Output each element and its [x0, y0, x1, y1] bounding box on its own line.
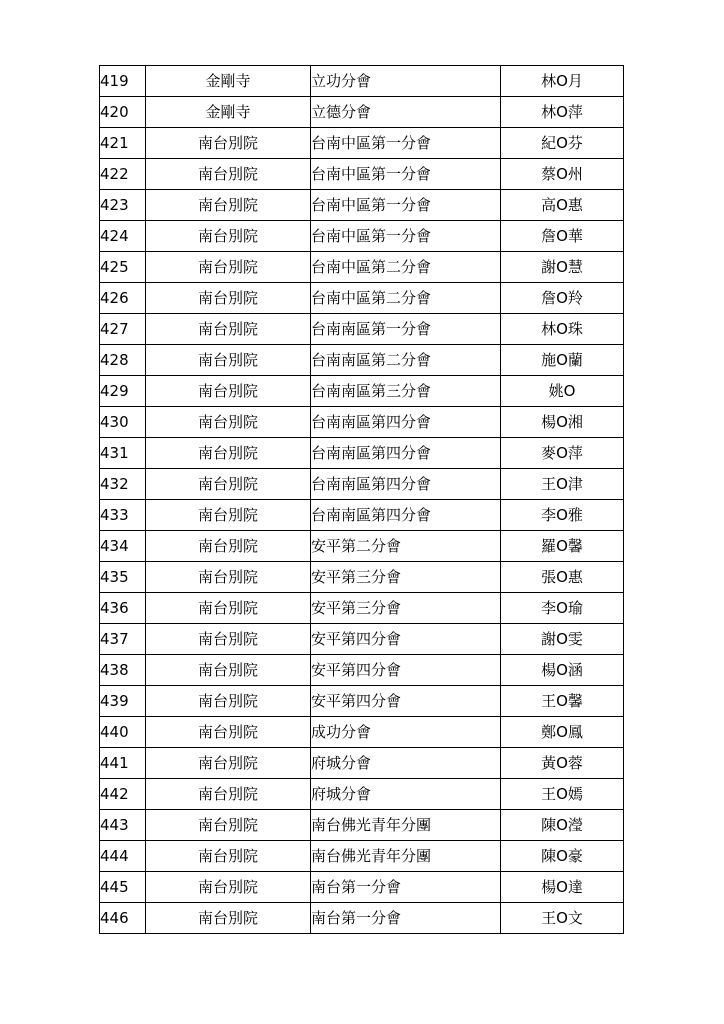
temple-cell: 金剛寺	[146, 97, 311, 128]
row-number-cell: 434	[100, 531, 146, 562]
member-name-cell: 詹O華	[501, 221, 624, 252]
branch-cell: 安平第四分會	[311, 624, 501, 655]
table-row	[100, 624, 624, 655]
table-row	[100, 686, 624, 717]
temple-cell: 南台別院	[146, 252, 311, 283]
table-row	[100, 407, 624, 438]
table-row	[100, 562, 624, 593]
member-name-cell: 黃O蓉	[501, 748, 624, 779]
row-number-cell: 441	[100, 748, 146, 779]
branch-cell: 台南南區第四分會	[311, 500, 501, 531]
member-name-cell: 楊O達	[501, 872, 624, 903]
temple-cell: 南台別院	[146, 500, 311, 531]
member-name-cell: 高O惠	[501, 190, 624, 221]
table-row	[100, 903, 624, 934]
temple-cell: 金剛寺	[146, 66, 311, 97]
temple-cell: 南台別院	[146, 469, 311, 500]
member-name-cell: 紀O芬	[501, 128, 624, 159]
row-number-cell: 424	[100, 221, 146, 252]
temple-cell: 南台別院	[146, 717, 311, 748]
row-number-cell: 435	[100, 562, 146, 593]
table-row	[100, 159, 624, 190]
table-row	[100, 810, 624, 841]
member-name-cell: 張O惠	[501, 562, 624, 593]
temple-cell: 南台別院	[146, 283, 311, 314]
temple-cell: 南台別院	[146, 841, 311, 872]
member-name-cell: 詹O羚	[501, 283, 624, 314]
branch-cell: 台南中區第二分會	[311, 283, 501, 314]
temple-cell: 南台別院	[146, 779, 311, 810]
row-number-cell: 444	[100, 841, 146, 872]
member-name-cell: 陳O豪	[501, 841, 624, 872]
branch-cell: 府城分會	[311, 779, 501, 810]
branch-cell: 立功分會	[311, 66, 501, 97]
member-name-cell: 楊O湘	[501, 407, 624, 438]
branch-cell: 台南中區第一分會	[311, 221, 501, 252]
table-row	[100, 66, 624, 97]
temple-cell: 南台別院	[146, 159, 311, 190]
row-number-cell: 423	[100, 190, 146, 221]
branch-cell: 台南南區第三分會	[311, 376, 501, 407]
roster-table	[99, 65, 624, 934]
branch-cell: 台南中區第一分會	[311, 190, 501, 221]
table-row	[100, 190, 624, 221]
temple-cell: 南台別院	[146, 655, 311, 686]
branch-cell: 南台佛光青年分團	[311, 841, 501, 872]
temple-cell: 南台別院	[146, 221, 311, 252]
table-row	[100, 252, 624, 283]
temple-cell: 南台別院	[146, 748, 311, 779]
table-row	[100, 500, 624, 531]
row-number-cell: 436	[100, 593, 146, 624]
row-number-cell: 433	[100, 500, 146, 531]
branch-cell: 台南中區第一分會	[311, 128, 501, 159]
member-name-cell: 王O馨	[501, 686, 624, 717]
member-name-cell: 鄭O鳳	[501, 717, 624, 748]
member-name-cell: 林O珠	[501, 314, 624, 345]
table-row	[100, 97, 624, 128]
table-row	[100, 841, 624, 872]
branch-cell: 安平第四分會	[311, 686, 501, 717]
table-row	[100, 283, 624, 314]
temple-cell: 南台別院	[146, 345, 311, 376]
member-name-cell: 王O文	[501, 903, 624, 934]
member-name-cell: 謝O雯	[501, 624, 624, 655]
row-number-cell: 443	[100, 810, 146, 841]
branch-cell: 安平第四分會	[311, 655, 501, 686]
table-row	[100, 655, 624, 686]
row-number-cell: 419	[100, 66, 146, 97]
table-row	[100, 779, 624, 810]
row-number-cell: 422	[100, 159, 146, 190]
member-name-cell: 李O瑜	[501, 593, 624, 624]
temple-cell: 南台別院	[146, 903, 311, 934]
temple-cell: 南台別院	[146, 438, 311, 469]
row-number-cell: 439	[100, 686, 146, 717]
table-row	[100, 469, 624, 500]
row-number-cell: 420	[100, 97, 146, 128]
temple-cell: 南台別院	[146, 624, 311, 655]
temple-cell: 南台別院	[146, 872, 311, 903]
branch-cell: 台南南區第一分會	[311, 314, 501, 345]
branch-cell: 南台第一分會	[311, 903, 501, 934]
member-name-cell: 姚O	[501, 376, 624, 407]
member-name-cell: 李O雅	[501, 500, 624, 531]
temple-cell: 南台別院	[146, 128, 311, 159]
branch-cell: 台南南區第二分會	[311, 345, 501, 376]
branch-cell: 安平第二分會	[311, 531, 501, 562]
row-number-cell: 445	[100, 872, 146, 903]
row-number-cell: 440	[100, 717, 146, 748]
temple-cell: 南台別院	[146, 190, 311, 221]
branch-cell: 台南中區第二分會	[311, 252, 501, 283]
temple-cell: 南台別院	[146, 686, 311, 717]
member-name-cell: 羅O馨	[501, 531, 624, 562]
row-number-cell: 425	[100, 252, 146, 283]
table-row	[100, 128, 624, 159]
temple-cell: 南台別院	[146, 531, 311, 562]
member-name-cell: 陳O瀅	[501, 810, 624, 841]
branch-cell: 台南中區第一分會	[311, 159, 501, 190]
member-name-cell: 謝O慧	[501, 252, 624, 283]
member-name-cell: 王O津	[501, 469, 624, 500]
row-number-cell: 431	[100, 438, 146, 469]
table-row	[100, 593, 624, 624]
table-row	[100, 748, 624, 779]
row-number-cell: 421	[100, 128, 146, 159]
temple-cell: 南台別院	[146, 562, 311, 593]
member-name-cell: 施O蘭	[501, 345, 624, 376]
row-number-cell: 432	[100, 469, 146, 500]
member-name-cell: 王O嫣	[501, 779, 624, 810]
branch-cell: 南台第一分會	[311, 872, 501, 903]
member-name-cell: 楊O涵	[501, 655, 624, 686]
temple-cell: 南台別院	[146, 593, 311, 624]
table-row	[100, 438, 624, 469]
table-row	[100, 717, 624, 748]
branch-cell: 台南南區第四分會	[311, 438, 501, 469]
table-row	[100, 531, 624, 562]
member-name-cell: 蔡O州	[501, 159, 624, 190]
branch-cell: 立德分會	[311, 97, 501, 128]
temple-cell: 南台別院	[146, 810, 311, 841]
branch-cell: 台南南區第四分會	[311, 469, 501, 500]
row-number-cell: 430	[100, 407, 146, 438]
member-name-cell: 麥O萍	[501, 438, 624, 469]
table-row	[100, 345, 624, 376]
branch-cell: 台南南區第四分會	[311, 407, 501, 438]
member-name-cell: 林O月	[501, 66, 624, 97]
branch-cell: 成功分會	[311, 717, 501, 748]
row-number-cell: 427	[100, 314, 146, 345]
branch-cell: 安平第三分會	[311, 593, 501, 624]
branch-cell: 安平第三分會	[311, 562, 501, 593]
row-number-cell: 429	[100, 376, 146, 407]
branch-cell: 南台佛光青年分團	[311, 810, 501, 841]
temple-cell: 南台別院	[146, 314, 311, 345]
temple-cell: 南台別院	[146, 407, 311, 438]
table-row	[100, 221, 624, 252]
member-name-cell: 林O萍	[501, 97, 624, 128]
row-number-cell: 437	[100, 624, 146, 655]
row-number-cell: 442	[100, 779, 146, 810]
table-row	[100, 314, 624, 345]
table-row	[100, 376, 624, 407]
row-number-cell: 446	[100, 903, 146, 934]
branch-cell: 府城分會	[311, 748, 501, 779]
temple-cell: 南台別院	[146, 376, 311, 407]
table-row	[100, 872, 624, 903]
row-number-cell: 428	[100, 345, 146, 376]
row-number-cell: 426	[100, 283, 146, 314]
row-number-cell: 438	[100, 655, 146, 686]
roster-table-body	[100, 66, 624, 934]
